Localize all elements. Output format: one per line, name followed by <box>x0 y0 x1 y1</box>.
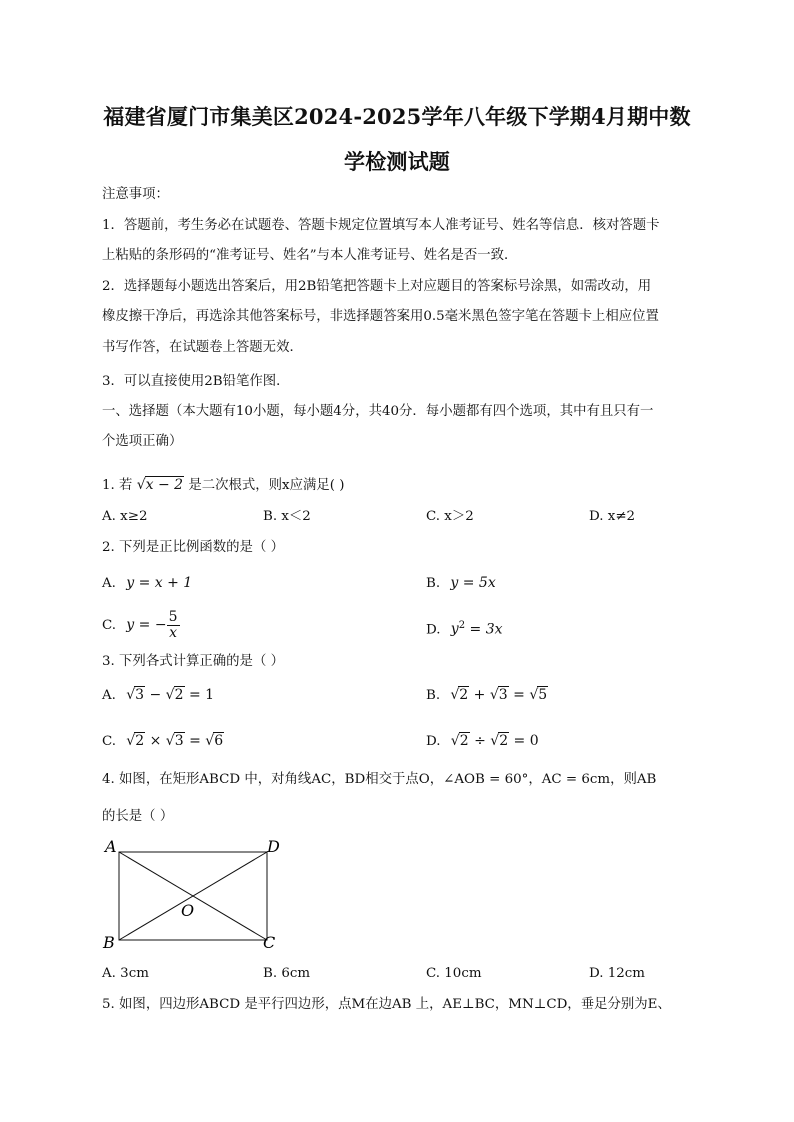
q2-option-b <box>426 574 496 593</box>
radicand: 5 <box>538 687 548 703</box>
q1-option-a: A. x≥2 <box>102 509 148 524</box>
q4-option-d: D. 12cm <box>589 966 646 981</box>
q2-option-c-label: C. <box>102 618 117 633</box>
center-label-o: O <box>181 901 195 920</box>
notice-line: 2．选择题每小题选出答案后，用2B铅笔把答题卡上对应题目的答案标号涂黑，如需改动，用 <box>102 279 652 294</box>
section-heading-cont: 个选项正确） <box>102 434 183 449</box>
vertex-label-d: D <box>267 837 280 856</box>
notice-heading: 注意事项： <box>102 187 169 202</box>
q4-option-b: B. 6cm <box>263 966 311 981</box>
question-1-stem <box>102 476 345 495</box>
q3-option-b-label: B. <box>426 688 441 703</box>
question-5-stem: 5. 如图，四边形ABCD 是平行四边形，点M在边AB 上，AE⊥BC，MN⊥CD，垂足分别为E、 <box>102 997 671 1012</box>
notice-line: 3．可以直接使用2B铅笔作图． <box>102 374 290 389</box>
notice-line: 1．答题前，考生务必在试题卷、答题卡规定位置填写本人准考证号、姓名等信息．核对答题卡 <box>102 218 660 233</box>
q3-option-c-label: C. <box>102 734 117 749</box>
vertex-label-c: C <box>263 933 276 952</box>
notice-line: 上粘贴的条形码的“准考证号、姓名”与本人准考证号、姓名是否一致． <box>102 248 518 263</box>
question-4-stem: 4. 如图，在矩形ABCD 中，对角线AC，BD相交于点O，∠AOB = 60°，AC = 6cm，则AB <box>102 772 657 787</box>
q2-option-d-rhs: = 3x <box>465 621 503 638</box>
result: = 0 <box>509 733 539 749</box>
q2-option-a-expr: y = x + 1 <box>126 575 193 591</box>
q3-option-c-expr: √2 × √3 = √6 <box>126 733 224 749</box>
result: = 1 <box>184 687 215 703</box>
q3-option-a <box>102 686 214 705</box>
radicand: 2 <box>499 733 509 749</box>
q3-option-b <box>426 686 548 705</box>
q2-option-d-label: D. <box>426 622 441 638</box>
q2-option-a-label: A. <box>102 576 116 591</box>
equals: = <box>184 733 206 749</box>
q1-sqrt-expression: √x − 2 <box>136 477 184 493</box>
q2-option-d-exponent: 2 <box>458 620 466 631</box>
q1-option-b: B. x＜2 <box>263 509 311 524</box>
q1-radicand: x − 2 <box>145 477 184 493</box>
q4-option-a: A. 3cm <box>102 966 149 981</box>
q3-option-d <box>426 732 539 751</box>
question-2-stem: 2. 下列是正比例函数的是（ ） <box>102 540 284 555</box>
q2-option-a <box>102 574 192 593</box>
q3-option-c <box>102 732 224 751</box>
q3-option-a-expr: √3 − √2 = 1 <box>126 687 215 703</box>
q1-option-d: D. x≠2 <box>589 509 636 524</box>
fraction-numerator: 5 <box>168 609 178 625</box>
q2-option-c-fraction <box>167 610 180 641</box>
q2-option-d <box>426 617 503 639</box>
q1-option-c: C. x＞2 <box>426 509 474 524</box>
rectangle-figure <box>100 836 300 954</box>
section-heading: 一、选择题（本大题有10小题，每小题4分，共40分．每小题都有四个选项，其中有且只有一 <box>102 404 654 419</box>
q2-option-b-label: B. <box>426 576 441 591</box>
operator: − <box>149 687 162 703</box>
radicand: 2 <box>174 687 184 703</box>
operator: × <box>149 733 162 749</box>
vertex-label-a: A <box>105 837 117 856</box>
exam-title-line2: 学检测试题 <box>344 149 450 174</box>
notice-line: 橡皮擦干净后，再选涂其他答案标号，非选择题答案用0.5毫米黑色签字笔在答题卡上相应位置 <box>102 309 659 324</box>
operator: ÷ <box>474 733 486 749</box>
q3-option-d-label: D. <box>426 734 441 749</box>
q2-option-d-base: y <box>450 621 459 638</box>
q1-prefix: 1. 若 <box>102 478 133 493</box>
operator: + <box>473 687 486 703</box>
vertex-label-b: B <box>103 933 115 952</box>
radicand: 3 <box>174 733 184 749</box>
radicand: 3 <box>135 687 145 703</box>
q2-option-b-expr: y = 5x <box>450 575 496 591</box>
equals: = <box>508 687 530 703</box>
notice-line: 书写作答，在试题卷上答题无效． <box>102 340 303 355</box>
radicand: 2 <box>459 733 469 749</box>
q2-option-c-lhs: y = − <box>126 617 167 633</box>
q1-suffix: 是二次根式，则x应满足( ) <box>188 478 345 493</box>
radicand: 6 <box>214 733 224 749</box>
q3-option-a-label: A. <box>102 688 116 703</box>
q3-option-d-expr: √2 ÷ √2 = 0 <box>450 733 539 749</box>
q3-option-b-expr: √2 + √3 = √5 <box>450 687 548 703</box>
radicand: 2 <box>135 733 145 749</box>
fraction-denominator: x <box>169 625 177 641</box>
radicand: 3 <box>498 687 508 703</box>
radicand: 2 <box>459 687 469 703</box>
exam-title-line1: 福建省厦门市集美区2024-2025学年八年级下学期4月期中数 <box>103 104 691 129</box>
q2-option-c <box>102 608 180 643</box>
question-3-stem: 3. 下列各式计算正确的是（ ） <box>102 654 284 669</box>
q4-option-c: C. 10cm <box>426 966 482 981</box>
question-4-stem-cont: 的长是（ ） <box>102 809 174 824</box>
